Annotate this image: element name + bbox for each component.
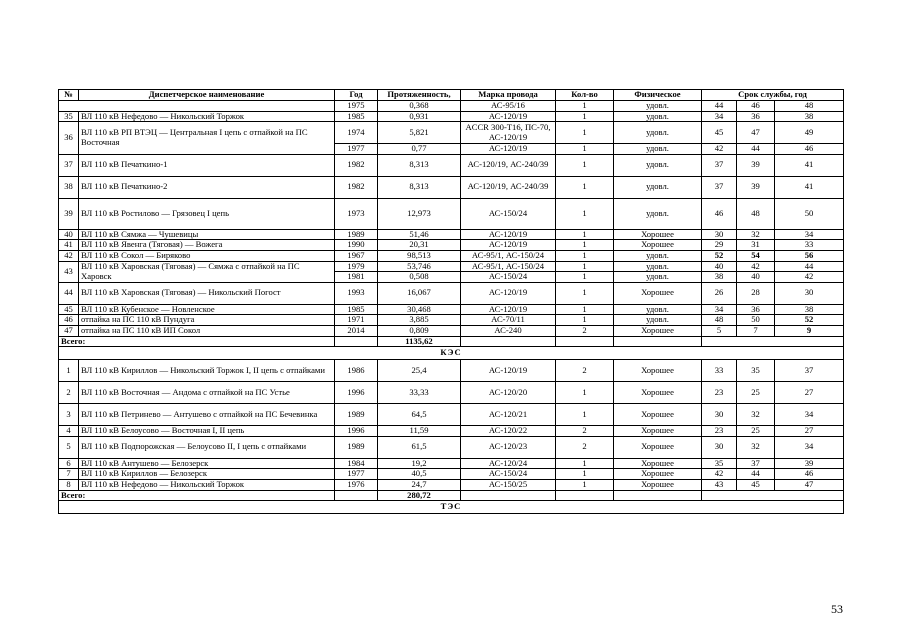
cell-wire: АС-120/19 [461, 360, 556, 382]
cell-service-2: 39 [737, 154, 775, 176]
cell-state: Хорошее [614, 382, 702, 404]
header-count: Кол-во [556, 90, 614, 101]
cell-year: 1990 [335, 240, 378, 251]
cell-wire: АС-95/1, АС-150/24 [461, 250, 556, 261]
line-name: отпайка на ПС 110 кВ Пундуга [79, 315, 335, 326]
cell-year: 1982 [335, 154, 378, 176]
cell-state: Хорошее [614, 404, 702, 426]
cell-state: удовл. [614, 304, 702, 315]
row-num: 8 [59, 479, 79, 490]
cell-service-1: 38 [702, 272, 737, 283]
cell-state: Хорошее [614, 426, 702, 437]
row-num: 43 [59, 261, 79, 282]
cell-service-3: 34 [775, 404, 844, 426]
cell-year: 1975 [335, 101, 378, 112]
cell-service-1: 42 [702, 469, 737, 480]
cell-length: 0,508 [378, 272, 461, 283]
table-row [59, 282, 844, 304]
table-row [59, 469, 844, 480]
header-year: Год [335, 90, 378, 101]
row-num: 3 [59, 404, 79, 426]
row-num: 5 [59, 436, 79, 458]
row-num: 7 [59, 469, 79, 480]
cell-service-3: 34 [775, 436, 844, 458]
cell-service-3: 49 [775, 122, 844, 144]
cell-state: Хорошее [614, 458, 702, 469]
cell-service-2: 7 [737, 325, 775, 336]
line-name: ВЛ 110 кВ Нефедово — Никольский Торжок [79, 111, 335, 122]
cell-service-2: 37 [737, 458, 775, 469]
cell-wire: АС-95/1, АС-150/24 [461, 261, 556, 272]
cell-service-3: 33 [775, 240, 844, 251]
row-num: 40 [59, 229, 79, 240]
cell-service [702, 490, 844, 501]
cell-count: 1 [556, 261, 614, 272]
cell-service-3: 37 [775, 360, 844, 382]
cell-wire: АС-150/24 [461, 469, 556, 480]
table-row [59, 315, 844, 326]
cell-length: 3,885 [378, 315, 461, 326]
cell-length: 33,33 [378, 382, 461, 404]
cell-year: 1979 [335, 261, 378, 272]
cell-service-2: 47 [737, 122, 775, 144]
line-name: ВЛ 110 кВ Сямжа — Чушевицы [79, 229, 335, 240]
cell-year: 1971 [335, 315, 378, 326]
cell-count: 1 [556, 404, 614, 426]
cell-length: 24,7 [378, 479, 461, 490]
cell-service-3: 47 [775, 479, 844, 490]
table-row [59, 360, 844, 382]
row-num: 2 [59, 382, 79, 404]
cell-state: Хорошее [614, 436, 702, 458]
cell-service-2: 39 [737, 176, 775, 198]
table-row [59, 122, 844, 144]
row-num: 38 [59, 176, 79, 198]
cell-count [556, 490, 614, 501]
cell-state [614, 490, 702, 501]
line-name: ВЛ 110 кВ Кириллов — Никольский Торжок I, II цепь с отпайками [79, 360, 335, 382]
section-title: ТЭС [59, 501, 844, 514]
row-num: 37 [59, 154, 79, 176]
cell-length: 61,5 [378, 436, 461, 458]
cell-year: 1974 [335, 122, 378, 144]
cell-service-1: 29 [702, 240, 737, 251]
cell-year: 1967 [335, 250, 378, 261]
cell-year: 1996 [335, 426, 378, 437]
cell-service-2: 50 [737, 315, 775, 326]
cell-year: 1976 [335, 479, 378, 490]
table-row [59, 240, 844, 251]
row-num: 42 [59, 250, 79, 261]
cell-length: 98,513 [378, 250, 461, 261]
line-name: ВЛ 110 кВ Подпорожская — Белоусово II, I цепь с отпайками [79, 436, 335, 458]
cell-state: удовл. [614, 198, 702, 229]
cell-count: 1 [556, 315, 614, 326]
cell-service-1: 30 [702, 404, 737, 426]
cell-wire: АС-70/11 [461, 315, 556, 326]
section-row [59, 501, 844, 514]
cell-wire: АС-120/20 [461, 382, 556, 404]
cell-wire: АС-120/22 [461, 426, 556, 437]
cell-state: Хорошее [614, 360, 702, 382]
header-service: Срок службы, год [702, 90, 844, 101]
line-name: ВЛ 110 кВ Ростилово — Грязовец I цепь [79, 198, 335, 229]
cell-count: 1 [556, 154, 614, 176]
section-title: КЭС [59, 347, 844, 360]
cell-length: 53,746 [378, 261, 461, 272]
row-num: 46 [59, 315, 79, 326]
row-num: 47 [59, 325, 79, 336]
cell-state: Хорошее [614, 325, 702, 336]
cell-count: 2 [556, 426, 614, 437]
cell-length: 51,46 [378, 229, 461, 240]
cell-wire: АС-120/19 [461, 282, 556, 304]
cell-length: 0,931 [378, 111, 461, 122]
line-name: ВЛ 110 кВ Кубенское — Новленское [79, 304, 335, 315]
cell-state: Хорошее [614, 240, 702, 251]
row-num: 1 [59, 360, 79, 382]
cell-wire: АС-150/24 [461, 198, 556, 229]
cell-state: удовл. [614, 144, 702, 155]
cell-year: 1985 [335, 304, 378, 315]
header-num: № [59, 90, 79, 101]
cell-state: удовл. [614, 154, 702, 176]
cell-service-1: 34 [702, 304, 737, 315]
cell-count: 1 [556, 272, 614, 283]
cell-state: Хорошее [614, 479, 702, 490]
cell-wire: АС-120/21 [461, 404, 556, 426]
cell-count: 1 [556, 479, 614, 490]
cell-wire: АС-95/16 [461, 101, 556, 112]
cell-service-2: 25 [737, 382, 775, 404]
cell-state: удовл. [614, 261, 702, 272]
cell-service-2: 36 [737, 111, 775, 122]
cell-service-1: 37 [702, 176, 737, 198]
row-num: 39 [59, 198, 79, 229]
line-name: ВЛ 110 кВ РП ВТЭЦ — Центральная I цепь с отпайкой на ПС Восточная [79, 122, 335, 155]
cell-year: 1989 [335, 229, 378, 240]
cell-count: 1 [556, 282, 614, 304]
cell-year: 1984 [335, 458, 378, 469]
cell-length: 11,59 [378, 426, 461, 437]
total-length: 1135,62 [378, 336, 461, 347]
cell-service-3: 44 [775, 261, 844, 272]
cell-wire: АС-120/19, АС-240/39 [461, 154, 556, 176]
header-state: Физическое [614, 90, 702, 101]
cell-length: 40,5 [378, 469, 461, 480]
cell-length: 0,809 [378, 325, 461, 336]
cell-length: 5,821 [378, 122, 461, 144]
cell-service-3: 27 [775, 382, 844, 404]
cell-count: 1 [556, 469, 614, 480]
cell-service-2: 45 [737, 479, 775, 490]
cell-service-3: 41 [775, 176, 844, 198]
table-row [59, 426, 844, 437]
line-name: ВЛ 110 кВ Петринево — Антушево с отпайкой на ПС Бечевинка [79, 404, 335, 426]
cell-count: 1 [556, 144, 614, 155]
cell-service-2: 44 [737, 144, 775, 155]
cell-year: 2014 [335, 325, 378, 336]
cell-service-3: 41 [775, 154, 844, 176]
row-num: 6 [59, 458, 79, 469]
cell-count: 2 [556, 360, 614, 382]
cell-wire: АС-120/19 [461, 240, 556, 251]
line-name: ВЛ 110 кВ Кириллов — Белозерск [79, 469, 335, 480]
cell-wire: АС-120/19 [461, 229, 556, 240]
cell-service-2: 32 [737, 436, 775, 458]
cell-count: 1 [556, 382, 614, 404]
cell-year [335, 490, 378, 501]
table-row [59, 479, 844, 490]
table-row [59, 458, 844, 469]
cell-count: 1 [556, 229, 614, 240]
cell-service-3: 38 [775, 304, 844, 315]
cell-length: 64,5 [378, 404, 461, 426]
cell-service-3: 46 [775, 469, 844, 480]
cell-service-1: 46 [702, 198, 737, 229]
line-name: ВЛ 110 кВ Харовская (Тяговая) — Никольский Погост [79, 282, 335, 304]
header-row [59, 90, 844, 101]
cell-state: удовл. [614, 111, 702, 122]
table-row [59, 154, 844, 176]
cell-service-3: 48 [775, 101, 844, 112]
cell-service-1: 34 [702, 111, 737, 122]
cell-count: 1 [556, 304, 614, 315]
cell-count: 1 [556, 101, 614, 112]
cell-service-1: 23 [702, 382, 737, 404]
cell-state: удовл. [614, 176, 702, 198]
row-num: 41 [59, 240, 79, 251]
cell-service-3: 38 [775, 111, 844, 122]
cell-service-3: 34 [775, 229, 844, 240]
row-num: 35 [59, 111, 79, 122]
cell-year: 1982 [335, 176, 378, 198]
cell-year: 1989 [335, 404, 378, 426]
cell-service-3: 27 [775, 426, 844, 437]
cell-service-1: 43 [702, 479, 737, 490]
cell-year: 1985 [335, 111, 378, 122]
cell-year: 1973 [335, 198, 378, 229]
cell-state: удовл. [614, 315, 702, 326]
table-row [59, 382, 844, 404]
cell-state: Хорошее [614, 229, 702, 240]
table-row [59, 325, 844, 336]
cell-year: 1989 [335, 436, 378, 458]
cell-service [702, 336, 844, 347]
row-num: 36 [59, 122, 79, 155]
cell-count: 2 [556, 325, 614, 336]
line-name: ВЛ 110 кВ Харовская (Тяговая) — Сямжа с отпайкой на ПС Харовск [79, 261, 335, 282]
row-num: 4 [59, 426, 79, 437]
line-name: ВЛ 110 кВ Печаткино-1 [79, 154, 335, 176]
cell-service-2: 28 [737, 282, 775, 304]
line-name: ВЛ 110 кВ Сокол — Биряково [79, 250, 335, 261]
line-name: ВЛ 110 кВ Печаткино-2 [79, 176, 335, 198]
cell-service-3: 9 [775, 325, 844, 336]
table-row [59, 229, 844, 240]
cell-state: удовл. [614, 250, 702, 261]
cell-count: 1 [556, 240, 614, 251]
table-row [59, 111, 844, 122]
cell-count: 1 [556, 198, 614, 229]
cell-wire: АС-120/19 [461, 144, 556, 155]
cell-service-1: 23 [702, 426, 737, 437]
cell-state: Хорошее [614, 282, 702, 304]
cell-service-3: 52 [775, 315, 844, 326]
cell-service-2: 46 [737, 101, 775, 112]
cell-count: 1 [556, 176, 614, 198]
cell-service-2: 36 [737, 304, 775, 315]
cell-wire: АС-120/19 [461, 304, 556, 315]
cell-service-2: 48 [737, 198, 775, 229]
row-num [59, 101, 335, 112]
header-wire: Марка провода [461, 90, 556, 101]
cell-service-1: 30 [702, 229, 737, 240]
cell-state: удовл. [614, 101, 702, 112]
cell-service-1: 30 [702, 436, 737, 458]
cell-wire: ACCR 300-T16, ПС-70, АС-120/19 [461, 122, 556, 144]
cell-year: 1977 [335, 469, 378, 480]
cell-service-2: 32 [737, 404, 775, 426]
total-length: 280,72 [378, 490, 461, 501]
cell-length: 8,313 [378, 154, 461, 176]
cell-service-2: 31 [737, 240, 775, 251]
cell-service-2: 54 [737, 250, 775, 261]
cell-service-2: 42 [737, 261, 775, 272]
total-label: Всего: [59, 490, 335, 501]
cell-wire: АС-150/25 [461, 479, 556, 490]
cell-length: 0,77 [378, 144, 461, 155]
cell-length: 16,067 [378, 282, 461, 304]
cell-year [335, 336, 378, 347]
cell-wire [461, 490, 556, 501]
header-name: Диспетчерское наименование [79, 90, 335, 101]
cell-service-3: 50 [775, 198, 844, 229]
cell-state [614, 336, 702, 347]
header-length: Протяженность, [378, 90, 461, 101]
cell-state: Хорошее [614, 469, 702, 480]
cell-year: 1977 [335, 144, 378, 155]
line-name: ВЛ 110 кВ Белоусово — Восточная I, II цепь [79, 426, 335, 437]
cell-state: удовл. [614, 122, 702, 144]
cell-count: 1 [556, 122, 614, 144]
line-name: ВЛ 110 кВ Явенга (Тяговая) — Вожега [79, 240, 335, 251]
cell-service-1: 44 [702, 101, 737, 112]
cell-service-1: 48 [702, 315, 737, 326]
cell-service-2: 40 [737, 272, 775, 283]
table-row [59, 101, 844, 112]
cell-service-2: 32 [737, 229, 775, 240]
cell-length: 12,973 [378, 198, 461, 229]
cell-service-2: 25 [737, 426, 775, 437]
cell-wire: АС-120/19, АС-240/39 [461, 176, 556, 198]
row-num: 45 [59, 304, 79, 315]
table-row [59, 198, 844, 229]
total-row [59, 336, 844, 347]
table-row [59, 404, 844, 426]
cell-service-3: 56 [775, 250, 844, 261]
cell-count: 1 [556, 111, 614, 122]
cell-service-1: 33 [702, 360, 737, 382]
cell-service-1: 45 [702, 122, 737, 144]
cell-count: 1 [556, 458, 614, 469]
section-row [59, 347, 844, 360]
cell-length: 25,4 [378, 360, 461, 382]
line-name: ВЛ 110 кВ Нефедово — Никольский Торжок [79, 479, 335, 490]
cell-wire: АС-120/23 [461, 436, 556, 458]
table-row [59, 436, 844, 458]
total-label: Всего: [59, 336, 335, 347]
cell-year: 1996 [335, 382, 378, 404]
cell-length: 19,2 [378, 458, 461, 469]
cell-service-1: 26 [702, 282, 737, 304]
table-row [59, 261, 844, 272]
cell-wire [461, 336, 556, 347]
cell-length: 8,313 [378, 176, 461, 198]
table-row [59, 176, 844, 198]
cell-length: 0,368 [378, 101, 461, 112]
cell-service-1: 52 [702, 250, 737, 261]
cell-count: 2 [556, 436, 614, 458]
cell-year: 1986 [335, 360, 378, 382]
cell-wire: АС-240 [461, 325, 556, 336]
cell-service-1: 42 [702, 144, 737, 155]
cell-service-3: 39 [775, 458, 844, 469]
equipment-table [58, 89, 844, 514]
total-row [59, 490, 844, 501]
cell-count: 1 [556, 250, 614, 261]
line-name: ВЛ 110 кВ Антушево — Белозерск [79, 458, 335, 469]
cell-year: 1981 [335, 272, 378, 283]
page-number: 53 [831, 602, 843, 616]
line-name: ВЛ 110 кВ Восточная — Андома с отпайкой на ПС Устье [79, 382, 335, 404]
cell-service-3: 42 [775, 272, 844, 283]
cell-wire: АС-120/24 [461, 458, 556, 469]
cell-service-1: 35 [702, 458, 737, 469]
table-row [59, 250, 844, 261]
cell-count [556, 336, 614, 347]
cell-length: 20,31 [378, 240, 461, 251]
table-row [59, 304, 844, 315]
cell-length: 30,468 [378, 304, 461, 315]
line-name: отпайка на ПС 110 кВ ИП Сокол [79, 325, 335, 336]
cell-service-2: 44 [737, 469, 775, 480]
cell-service-1: 5 [702, 325, 737, 336]
row-num: 44 [59, 282, 79, 304]
cell-service-2: 35 [737, 360, 775, 382]
cell-year: 1993 [335, 282, 378, 304]
cell-service-3: 46 [775, 144, 844, 155]
cell-service-1: 37 [702, 154, 737, 176]
cell-wire: АС-120/19 [461, 111, 556, 122]
cell-service-1: 40 [702, 261, 737, 272]
cell-wire: АС-150/24 [461, 272, 556, 283]
cell-service-3: 30 [775, 282, 844, 304]
cell-state: удовл. [614, 272, 702, 283]
